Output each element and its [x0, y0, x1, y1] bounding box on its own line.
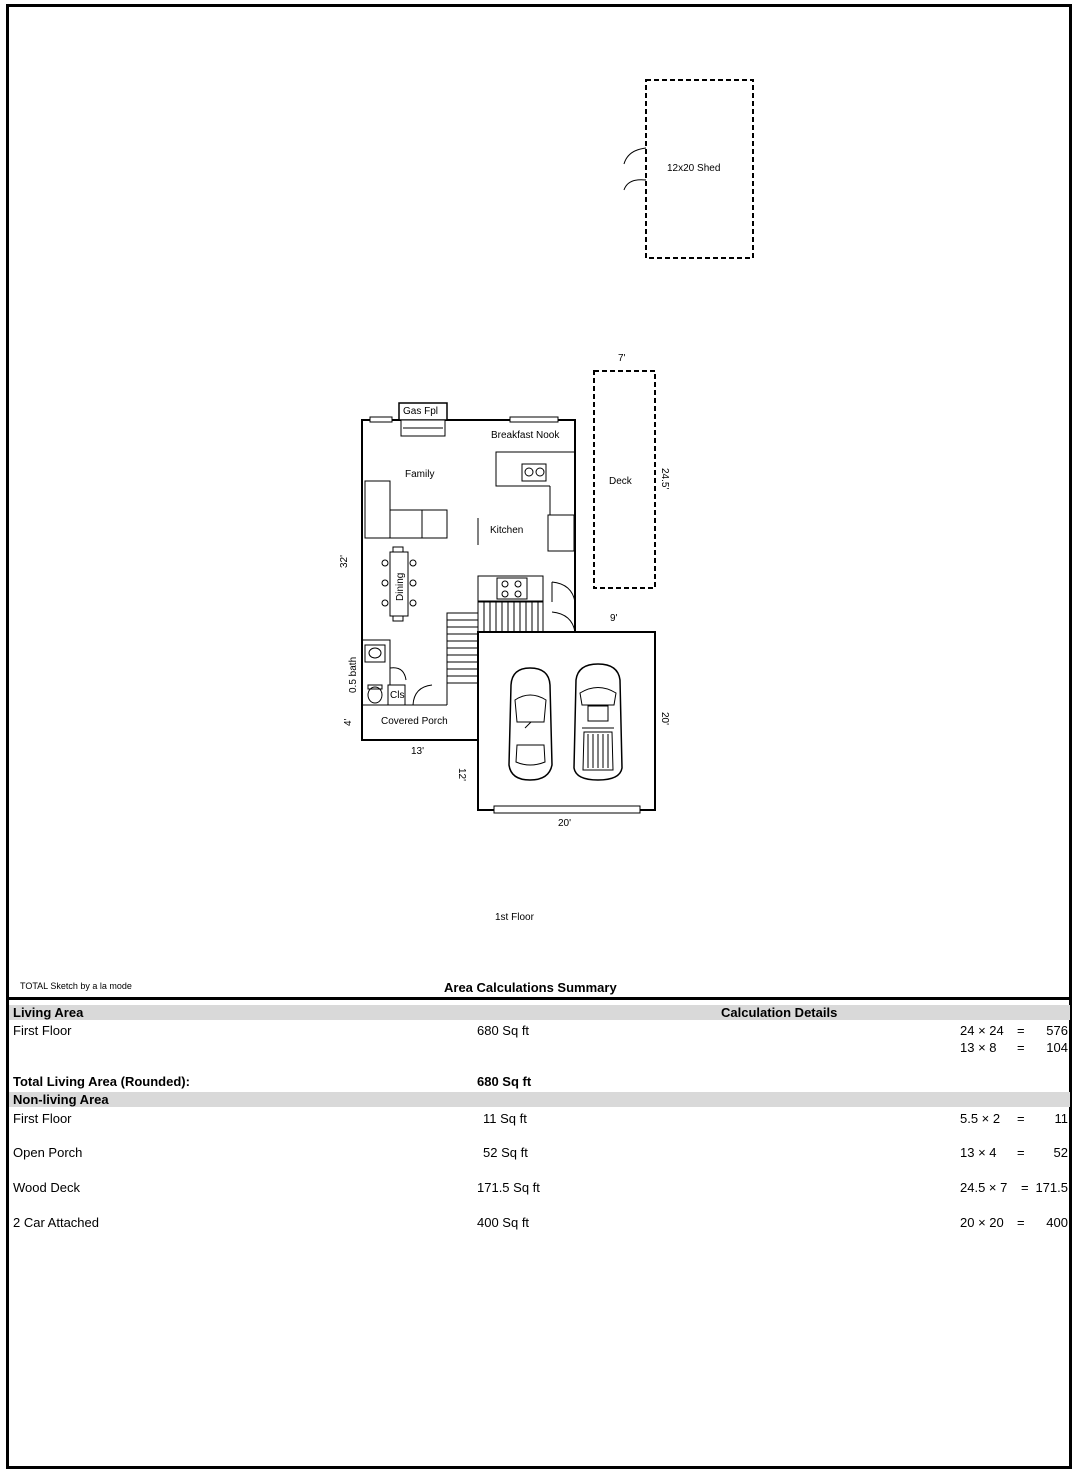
calc-result: 104	[1046, 1040, 1068, 1055]
total-living-value: 680 Sq ft	[477, 1074, 532, 1089]
car-icon	[509, 668, 552, 780]
nonliving-row-name: First Floor	[13, 1111, 72, 1126]
nonliving-row-area: 400 Sq ft	[477, 1215, 530, 1230]
nonliving-row-name: 2 Car Attached	[13, 1215, 99, 1230]
garage-width-dimension: 20'	[558, 818, 572, 829]
floor-label: 1st Floor	[495, 912, 534, 923]
calc-equals: =	[1017, 1215, 1025, 1230]
garage-depth-dimension: 20'	[659, 712, 670, 726]
deck-length-dimension: 24.5'	[659, 468, 670, 490]
calc-result: 52	[1053, 1145, 1068, 1160]
porch-depth-dimension: 4'	[343, 718, 354, 726]
nonliving-row-name: Open Porch	[13, 1145, 83, 1160]
dining-room	[382, 547, 416, 621]
calc-expr: 24 × 24	[960, 1023, 1004, 1038]
calc-result: 400	[1046, 1215, 1068, 1230]
breakfast-nook-label: Breakfast Nook	[491, 430, 560, 441]
nonliving-row-name: Wood Deck	[13, 1180, 80, 1195]
living-row-area: 680 Sq ft	[477, 1023, 530, 1038]
section-divider	[6, 997, 1072, 1000]
calc-result: 576	[1046, 1023, 1068, 1038]
living-area-header: Living Area	[13, 1005, 84, 1020]
total-living-label: Total Living Area (Rounded):	[13, 1074, 190, 1089]
calc-equals: =	[1017, 1111, 1025, 1126]
calc-expr: 13 × 4	[960, 1145, 997, 1160]
calc-expr: 13 × 8	[960, 1040, 997, 1055]
calc-expr: 20 × 20	[960, 1215, 1004, 1230]
calc-equals: =	[1021, 1180, 1029, 1195]
covered-porch-label: Covered Porch	[381, 716, 448, 727]
nonliving-row-area: 171.5 Sq ft	[477, 1180, 540, 1195]
porch-width-dimension: 13'	[411, 746, 425, 757]
shed-label: 12x20 Shed	[667, 163, 721, 174]
nonliving-row-area: 52 Sq ft	[483, 1145, 528, 1160]
calc-expr: 5.5 × 2	[960, 1111, 1001, 1126]
deck-label: Deck	[609, 476, 632, 487]
nonliving-area-band	[9, 1092, 1070, 1107]
deck	[594, 353, 670, 588]
half-bath-label: 0.5 bath	[348, 656, 359, 693]
family-room	[365, 469, 447, 538]
kitchen-label: Kitchen	[490, 525, 524, 536]
garage	[478, 632, 655, 813]
calc-result: 171.5	[1035, 1180, 1068, 1195]
closet-label: Cls	[390, 690, 405, 701]
deck-width-dimension: 7'	[618, 353, 626, 364]
family-label: Family	[405, 469, 435, 480]
suv-icon	[574, 664, 622, 780]
calc-result: 11	[1054, 1111, 1068, 1126]
living-row-name: First Floor	[13, 1023, 72, 1038]
calc-equals: =	[1017, 1040, 1025, 1055]
calculation-details-header: Calculation Details	[721, 1005, 838, 1020]
summary-title: Area Calculations Summary	[444, 980, 617, 995]
calc-equals: =	[1017, 1023, 1025, 1038]
calc-expr: 24.5 × 7	[960, 1180, 1008, 1195]
nonliving-area-header: Non-living Area	[13, 1092, 109, 1107]
calc-equals: =	[1017, 1145, 1025, 1160]
fireplace-label: Gas Fpl	[403, 406, 439, 417]
shed	[624, 80, 753, 258]
garage-offset-dimension: 9'	[610, 613, 618, 624]
nonliving-row-area: 11 Sq ft	[483, 1111, 527, 1126]
garage-side-offset-dimension: 12'	[456, 768, 467, 782]
sketch-credit: TOTAL Sketch by a la mode	[20, 981, 132, 991]
living-area-band	[9, 1005, 1070, 1020]
house-depth-dimension: 32'	[339, 554, 350, 568]
covered-porch	[381, 716, 448, 727]
dining-label: Dining	[395, 572, 406, 601]
